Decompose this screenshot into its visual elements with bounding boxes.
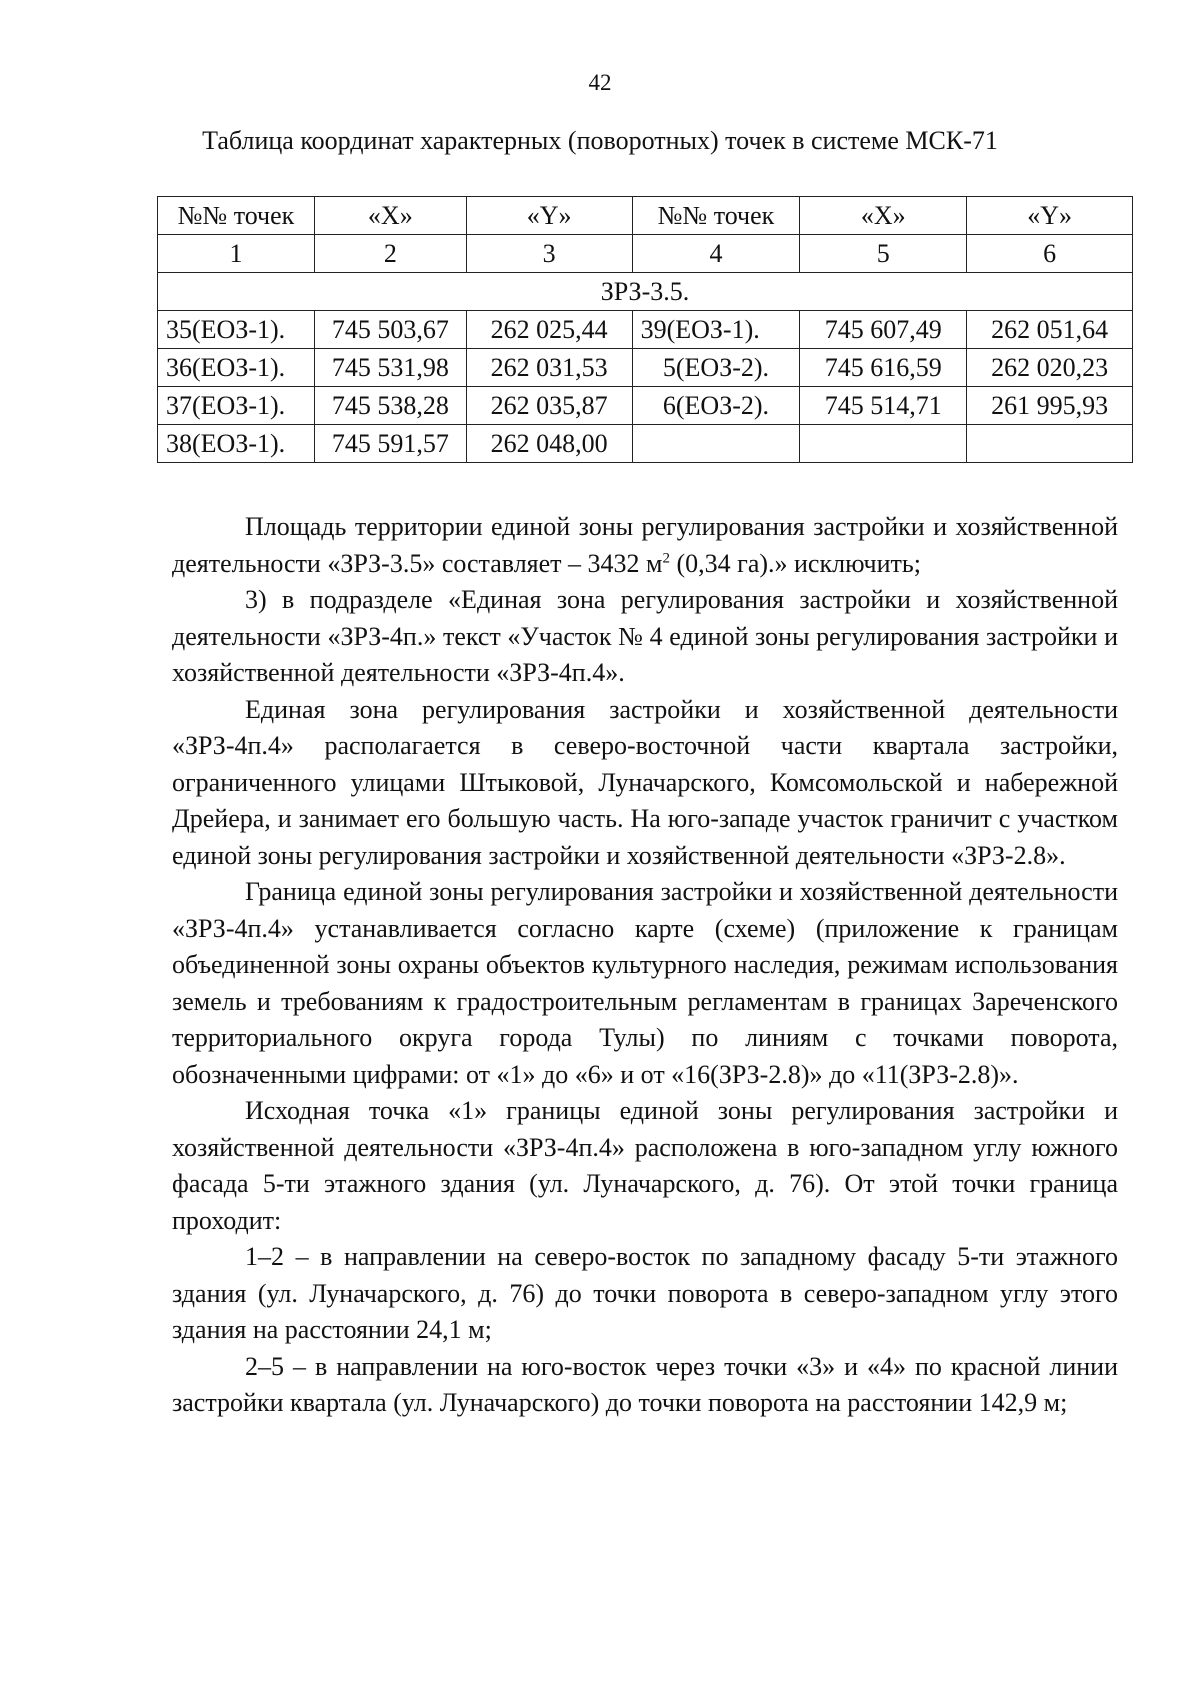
column-number-cell: 4 xyxy=(632,235,800,273)
paragraph-zone-boundary: Граница единой зоны регулирования застройки и хозяйственной деятельности «ЗРЗ-4п.4» устанавливается согласно карте (схеме) (приложение к границам объединенной зоны охраны объектов культурного наследия, режимам использования земель и требованиям к градостроительным регламентам в границах Зареченского территориального округа города Тулы) по линиям с точками поворота, обозначенными цифрами: от «1» до «6» и от «16(ЗРЗ-2.8)» до «11(ЗРЗ-2.8)». xyxy=(172,877,1118,1089)
paragraph-item-3: 3) в подразделе «Единая зона регулирования застройки и хозяйственной деятельности «ЗРЗ-4п.» текст «Участок № 4 единой зоны регулирования застройки и хозяйственной деятельности «ЗРЗ-4п.4». xyxy=(172,585,1118,687)
coordinates-table xyxy=(157,196,1133,463)
table-cell: 262 035,87 xyxy=(466,387,632,425)
column-number-cell: 2 xyxy=(314,235,466,273)
table-cell: 262 048,00 xyxy=(466,425,632,463)
header-cell: «X» xyxy=(800,197,967,235)
column-number-cell: 5 xyxy=(800,235,967,273)
table-cell: 38(ЕОЗ-1). xyxy=(158,425,315,463)
superscript: 2 xyxy=(662,549,670,566)
header-cell: «Y» xyxy=(466,197,632,235)
page-number: 42 xyxy=(588,70,612,95)
table-cell: 745 514,71 xyxy=(800,387,967,425)
table-title: Таблица координат характерных (поворотных) точек в системе МСК-71 xyxy=(202,126,998,155)
table-cell: 745 503,67 xyxy=(314,311,466,349)
column-number-cell: 1 xyxy=(158,235,315,273)
table-cell: 5(ЕОЗ-2). xyxy=(632,349,800,387)
column-number-cell: 6 xyxy=(967,235,1133,273)
table-row xyxy=(158,387,1133,425)
paragraph-area-text: Площадь территории единой зоны регулирования застройки и хозяйственной деятельности «ЗРЗ-3.5» составляет – 3432 м xyxy=(172,512,1118,578)
table-cell: 37(ЕОЗ-1). xyxy=(158,387,315,425)
table-cell: 745 607,49 xyxy=(800,311,967,349)
header-cell: «Y» xyxy=(967,197,1133,235)
table-cell: 745 591,57 xyxy=(314,425,466,463)
table-cell: 261 995,93 xyxy=(967,387,1133,425)
column-number-cell: 3 xyxy=(466,235,632,273)
table-cell: 262 020,23 xyxy=(967,349,1133,387)
paragraph-area-tail: (0,34 га).» исключить; xyxy=(670,548,921,578)
table-cell: 39(ЕОЗ-1). xyxy=(632,311,800,349)
paragraph-area xyxy=(172,509,1118,582)
table-cell xyxy=(632,425,800,463)
table-cell: 262 025,44 xyxy=(466,311,632,349)
table-header-row xyxy=(158,197,1133,235)
table-cell: 262 031,53 xyxy=(466,349,632,387)
table-row xyxy=(158,311,1133,349)
table-cell: 745 531,98 xyxy=(314,349,466,387)
column-number-row xyxy=(158,235,1133,273)
header-cell: №№ точек xyxy=(158,197,315,235)
section-row xyxy=(158,273,1133,311)
table-cell xyxy=(800,425,967,463)
table-row xyxy=(158,349,1133,387)
paragraph-zone-description: Единая зона регулирования застройки и хозяйственной деятельности «ЗРЗ-4п.4» располагается в северо-восточной части квартала застройки, ограниченного улицами Штыковой, Луначарского, Комсомольской и набережной Дрейера, и занимает его большую часть. На юго-западе участок граничит с участком единой зоны регулирования застройки и хозяйственной деятельности «ЗРЗ-2.8». xyxy=(172,694,1118,870)
table-cell xyxy=(967,425,1133,463)
body-text xyxy=(172,509,1118,1422)
header-cell: «X» xyxy=(314,197,466,235)
table-cell: 745 538,28 xyxy=(314,387,466,425)
paragraph-start-point: Исходная точка «1» границы единой зоны регулирования застройки и хозяйственной деятельности «ЗРЗ-4п.4» расположена в юго-западном углу южного фасада 5-ти этажного здания (ул. Луначарского, д. 76). От этой точки граница проходит: xyxy=(172,1096,1118,1235)
table-row xyxy=(158,425,1133,463)
paragraph-segment-1-2: 1–2 – в направлении на северо-восток по западному фасаду 5-ти этажного здания (ул. Луначарского, д. 76) до точки поворота в северо-западном углу этого здания на расстоянии 24,1 м; xyxy=(172,1242,1118,1344)
header-cell: №№ точек xyxy=(632,197,800,235)
table-cell: 35(ЕОЗ-1). xyxy=(158,311,315,349)
table-cell: 36(ЕОЗ-1). xyxy=(158,349,315,387)
table-cell: 745 616,59 xyxy=(800,349,967,387)
paragraph-segment-2-5: 2–5 – в направлении на юго-восток через точки «3» и «4» по красной линии застройки квартала (ул. Луначарского) до точки поворота на расстоянии 142,9 м; xyxy=(172,1351,1118,1417)
section-label: ЗРЗ-3.5. xyxy=(158,273,1133,311)
table-cell: 6(ЕОЗ-2). xyxy=(632,387,800,425)
table-cell: 262 051,64 xyxy=(967,311,1133,349)
